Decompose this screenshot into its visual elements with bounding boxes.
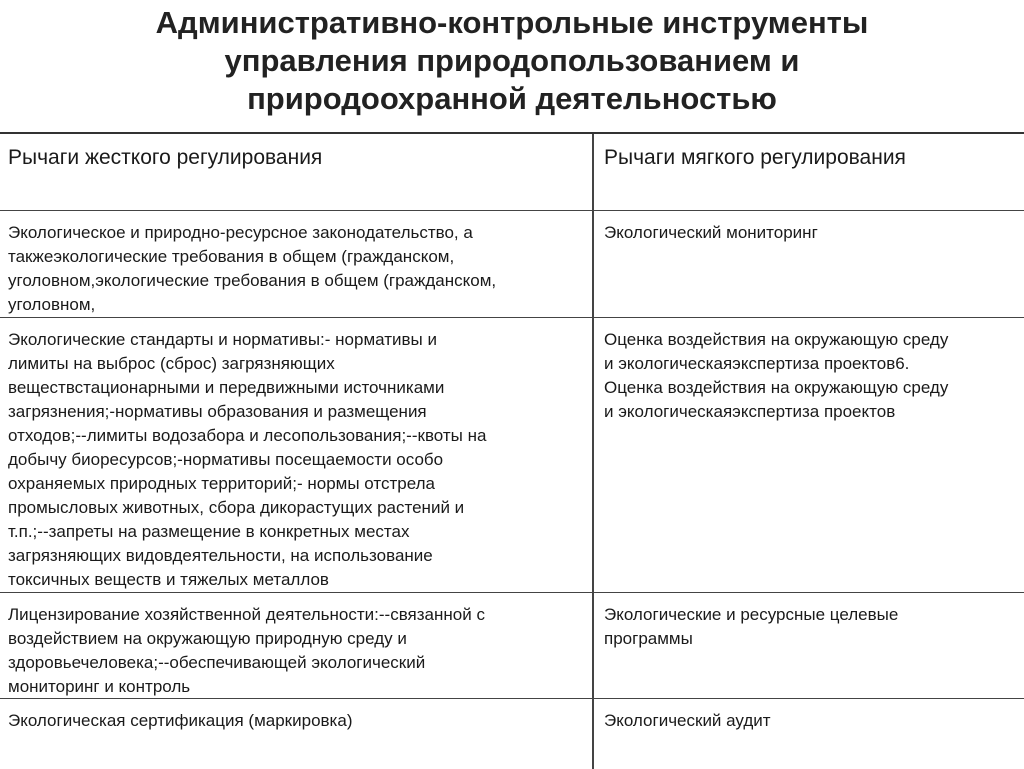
slide-title-line-1: Административно-контрольные инструменты: [155, 5, 869, 40]
regulation-table: [0, 132, 1024, 767]
table-row: [0, 318, 1024, 593]
table-cell-hard: Экологические стандарты и нормативы:- нормативы и лимиты на выброс (сброс) загрязняющих веществстационарными и передвижными источниками загрязнения;-нормативы образования и размещения отходов;--лимиты водозабора и лесопользования;--квоты на добычу биоресурсов;-нормативы посещаемости особо охраняемых природных территорий;- нормы отстрела промысловых животных, сбора дикорастущих растений и т.п.;--запреты на размещение в конкретных местах загрязняющих видовдеятельности, на использование токсичных веществ и тяжелых металлов: [0, 318, 594, 592]
header-soft-regulation: Рычаги мягкого регулирования: [604, 146, 906, 169]
slide-title: [0, 4, 1024, 118]
table-cell-hard: Лицензирование хозяйственной деятельности:--связанной с воздействием на окружающую природную среду и здоровьечеловека;--обеспечивающей экологический мониторинг и контроль: [0, 593, 594, 698]
table-cell-soft: Оценка воздействия на окружающую среду и экологическаяэкспертиза проектов6. Оценка воздействия на окружающую среду и экологическаяэкспертиза проектов: [604, 330, 949, 421]
table-cell-soft: Экологический аудит: [604, 711, 771, 730]
table-cell-hard: Экологическая сертификация (маркировка): [0, 699, 594, 769]
slide-title-line-2: управления природопользованием и: [224, 43, 800, 78]
table-cell-soft: Экологический мониторинг: [604, 223, 818, 242]
table-row: [0, 593, 1024, 699]
table-cell-hard: Экологическое и природно-ресурсное законодательство, а такжеэкологические требования в общем (гражданском, уголовном,экологические требования в общем (гражданском, уголовном,: [0, 211, 594, 317]
table-header-row: [0, 134, 1024, 211]
table-cell-soft: Экологические и ресурсные целевые программы: [604, 605, 899, 648]
slide-title-line-3: природоохранной деятельностью: [247, 81, 777, 116]
table-row: [0, 211, 1024, 318]
header-hard-regulation: Рычаги жесткого регулирования: [0, 134, 594, 210]
table-row: [0, 699, 1024, 769]
